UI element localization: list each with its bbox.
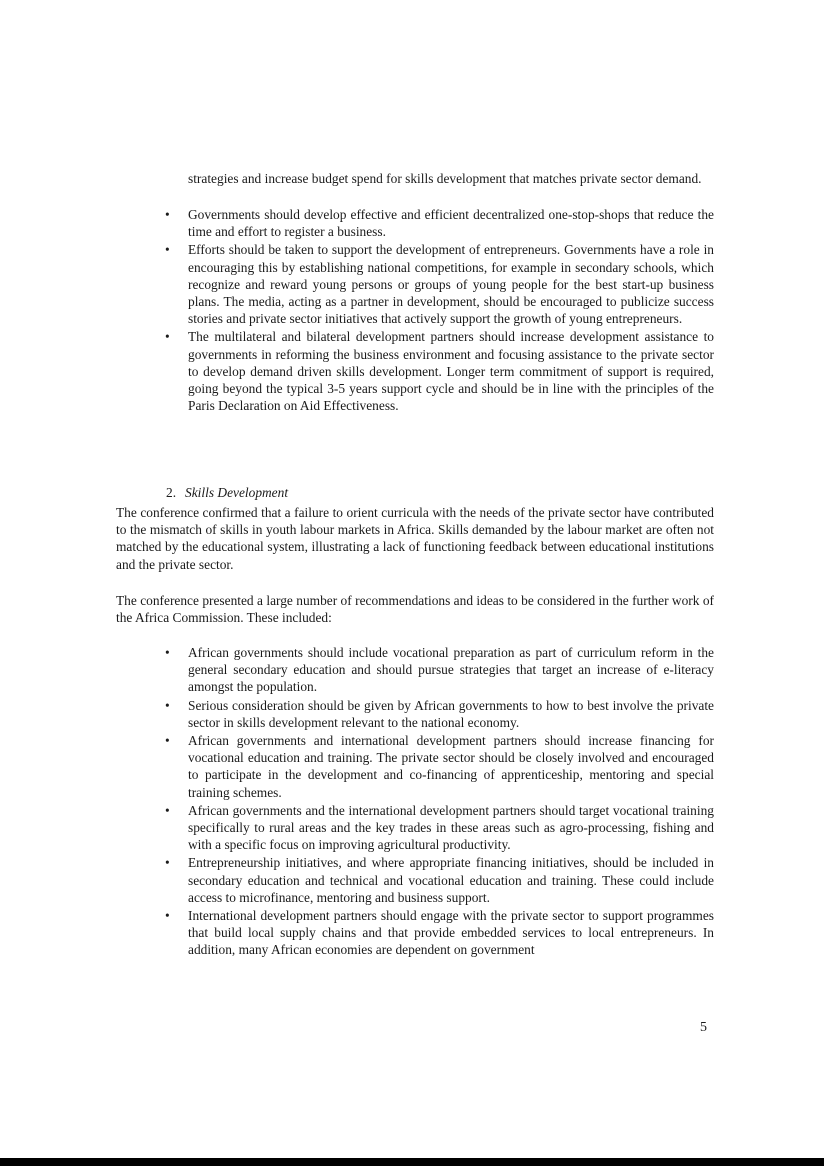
paragraph-recommendations-intro: The conference presented a large number of recommendations and ideas to be considered in the further work of the Africa Commission. These included: (116, 593, 714, 626)
list-item-text: Serious consideration should be given by African governments to how to best involve the private sector in skills development relevant to the national economy. (188, 697, 714, 730)
list-item-text: The multilateral and bilateral development partners should increase development assistance to governments in reforming the business environment and focusing assistance to the private sector to develop demand driven skills development. Longer term commitment of support is required, going beyond the typical 3-5 years support cycle and should be in line with the principles of the Paris Declaration on Aid Effectiveness. (188, 329, 714, 414)
bullet-icon: • (165, 855, 170, 871)
page-number: 5 (700, 1020, 707, 1035)
list-item-text: Governments should develop effective and efficient decentralized one-stop-shops that reduce the time and effort to register a business. (188, 207, 714, 240)
list-item-text: African governments and the international development partners should target vocational training specifically to rural areas and the key trades in these areas such as agro-processing, fishing and with a specific focus on improving agricultural productivity. (188, 802, 714, 853)
continuation-text: strategies and increase budget spend for skills development that matches private sector demand. (188, 171, 702, 186)
bullet-icon: • (165, 733, 170, 749)
bullet-icon: • (165, 908, 170, 924)
list-item-text: African governments should include vocational preparation as part of curriculum reform in the general secondary education and should pursue strategies that target an increase of e-literacy amongst the population. (188, 645, 714, 695)
list-item-text: Entrepreneurship initiatives, and where appropriate financing initiatives, should be included in secondary education and technical and vocational education and training. These could include access to microfinance, mentoring and business support. (188, 855, 714, 905)
section-number: 2. (166, 485, 177, 500)
list-item (165, 697, 714, 731)
bullet-icon: • (165, 802, 170, 818)
list-item (165, 802, 714, 854)
bullet-icon: • (165, 697, 170, 713)
list-item (165, 328, 714, 414)
list-item-text: International development partners should engage with the private sector to support programmes that build local supply chains and that provide embedded services to local entrepreneurs. In addition, many African economies are dependent on government (188, 908, 714, 958)
paragraph-mismatch: The conference confirmed that a failure to orient curricula with the needs of the private sector have contributed to the mismatch of skills in youth labour markets in Africa. Skills demanded by the labour market are often not matched by the educational system, illustrating a lack of functioning feedback between educational institutions and the private sector. (116, 505, 714, 572)
section-title: Skills Development (185, 485, 289, 500)
list-item (165, 644, 714, 696)
list-item (165, 854, 714, 906)
list-item-text: African governments and international development partners should increase financing for vocational education and training. The private sector should be closely involved and encouraged to participate in the development and co-financing of apprenticeship, mentoring and special training schemes. (188, 733, 714, 800)
recommendation-list-2 (165, 644, 714, 960)
list-item (165, 206, 714, 240)
bullet-icon: • (165, 329, 170, 345)
list-item (165, 907, 714, 959)
bullet-icon: • (165, 242, 170, 258)
scan-border (0, 1158, 824, 1166)
list-item-text: Efforts should be taken to support the development of entrepreneurs. Governments have a role in encouraging this by establishing national competitions, for example in secondary schools, which recognize and reward young persons or groups of young people for the best start-up business plans. The media, acting as a partner in development, should be encouraged to publicize success stories and private sector initiatives that actively support the growth of young entrepreneurs. (188, 242, 714, 327)
recommendation-list-1 (165, 206, 714, 415)
bullet-icon: • (165, 645, 170, 660)
list-item (165, 732, 714, 801)
section-heading (166, 484, 288, 501)
list-item (165, 241, 714, 327)
bullet-icon: • (165, 207, 170, 222)
